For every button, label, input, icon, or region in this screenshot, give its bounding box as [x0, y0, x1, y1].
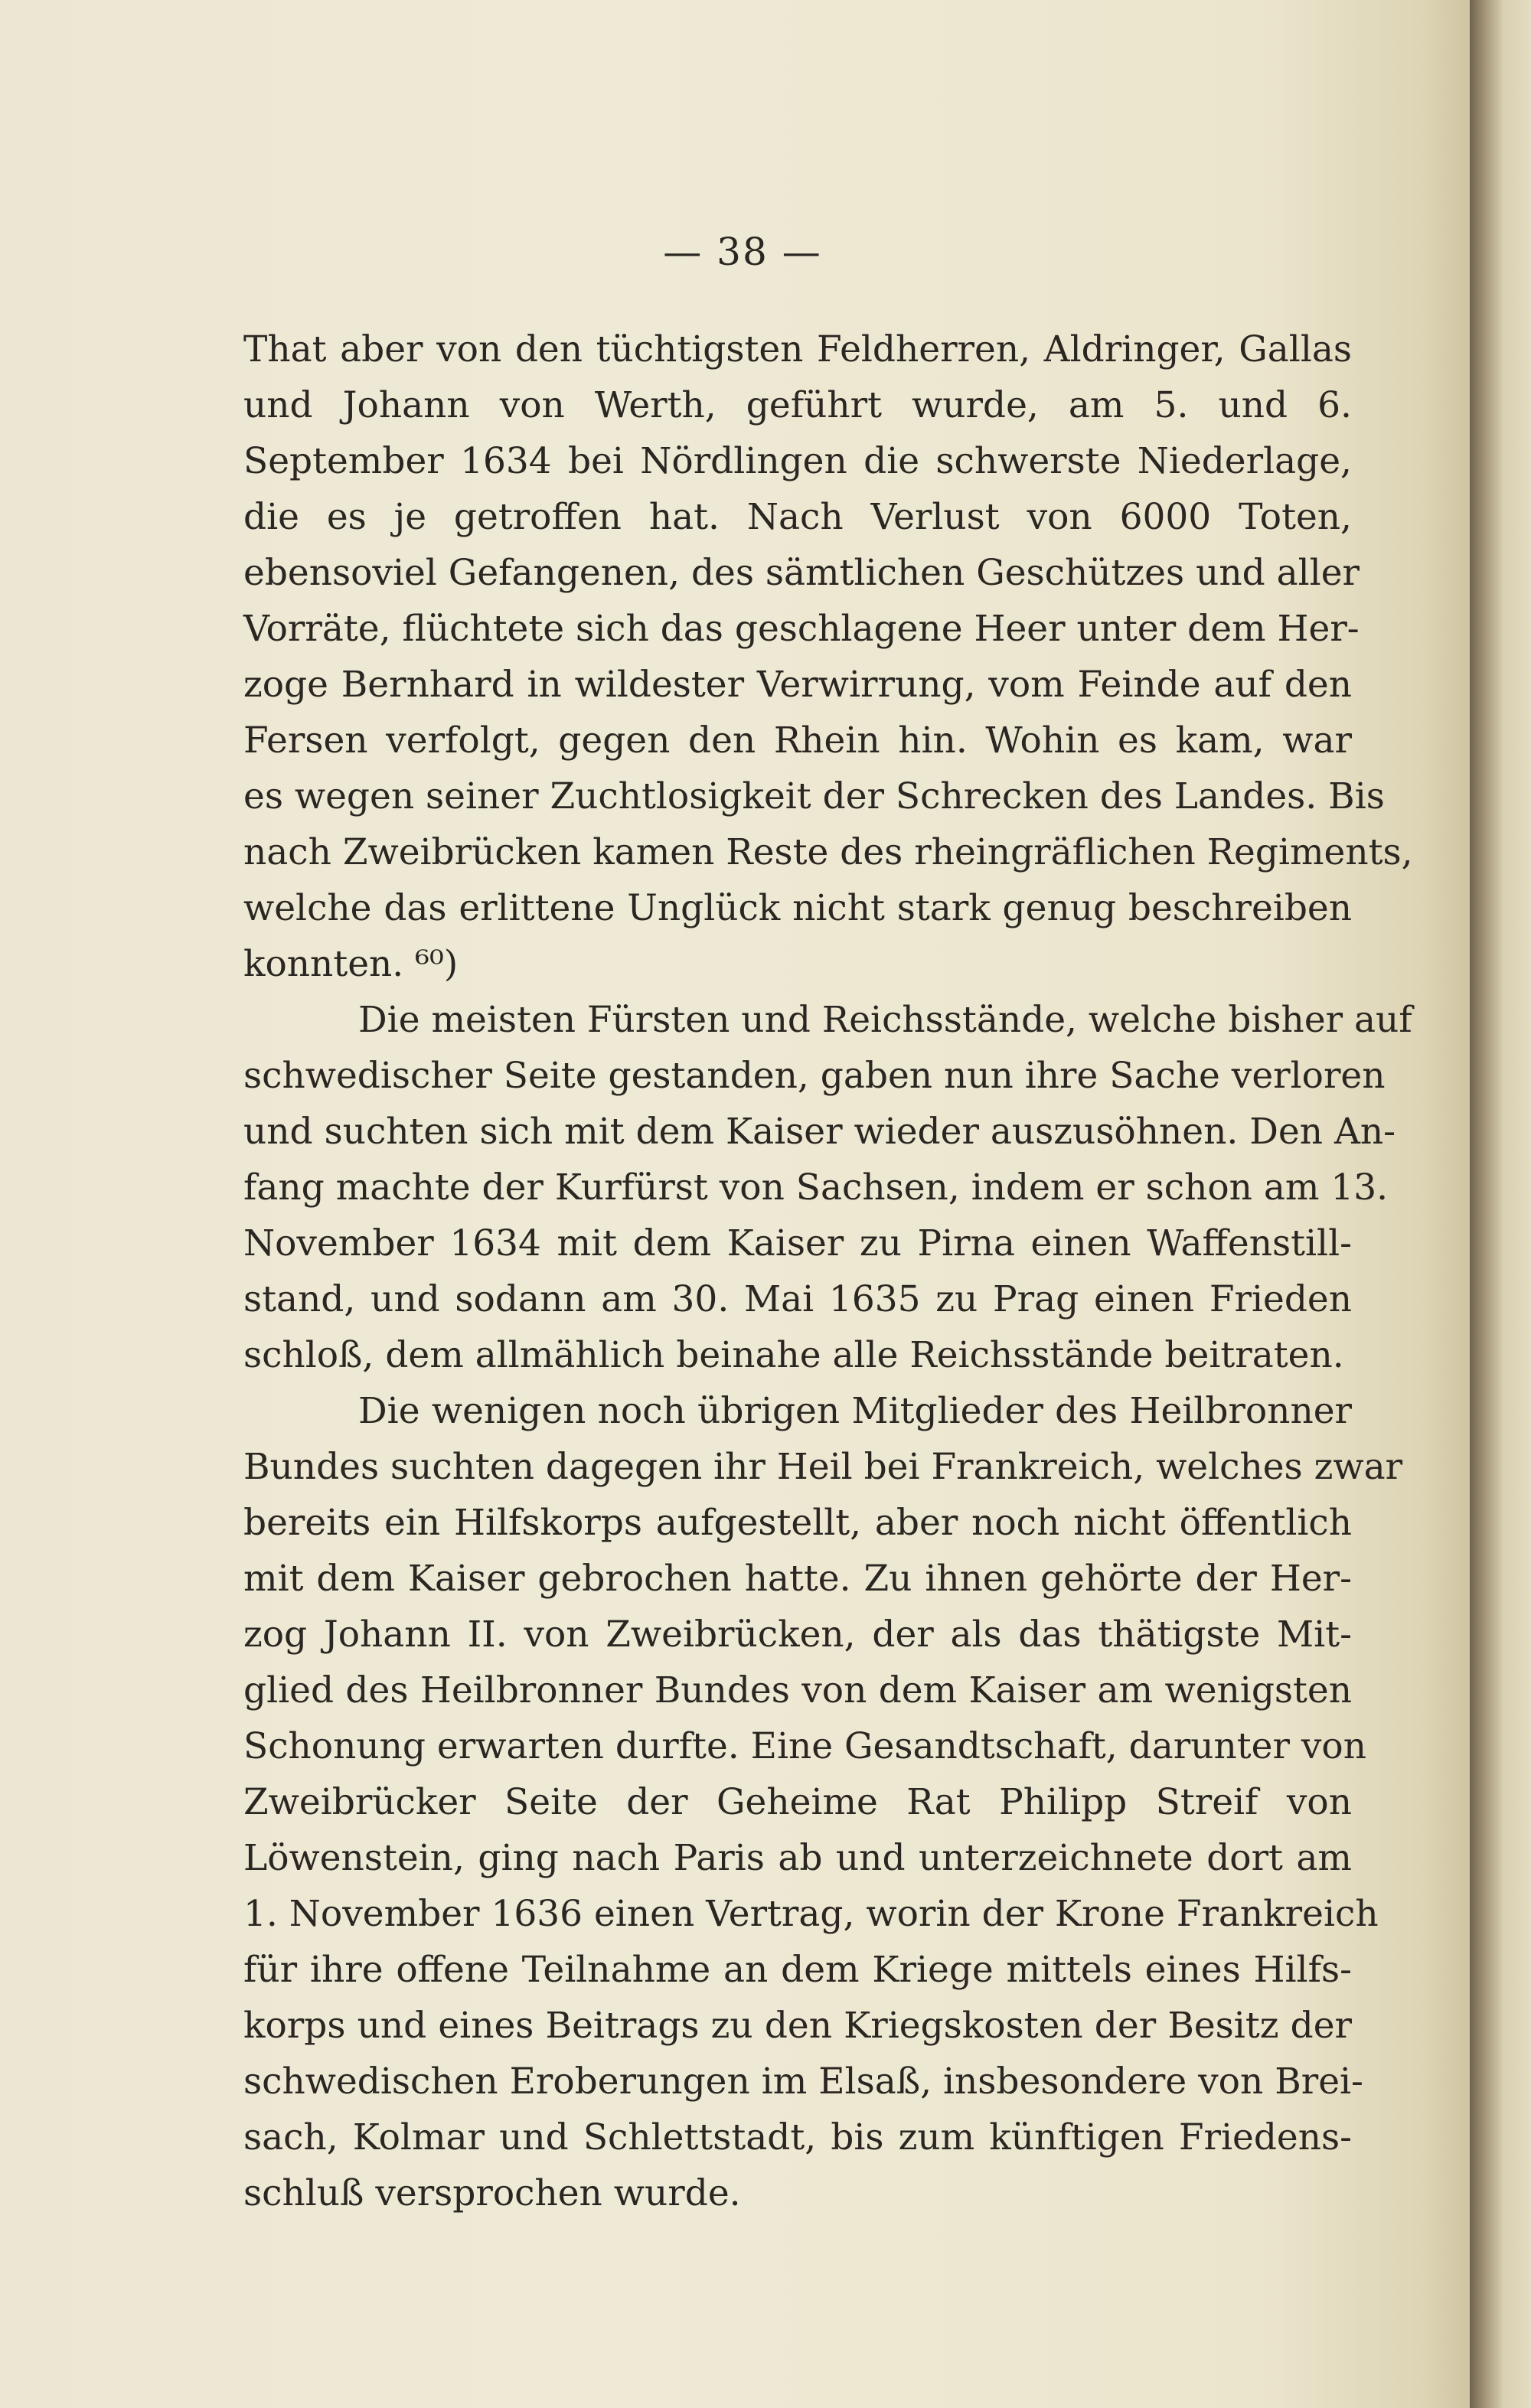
text-line: Fersen verfolgt, gegen den Rhein hin. Wohin es kam, war	[243, 719, 1352, 762]
text-line: nach Zweibrücken kamen Reste des rheingräflichen Regiments,	[243, 831, 1413, 873]
paragraph	[243, 321, 1413, 992]
paragraph	[243, 1383, 1403, 2221]
text-line: bereits ein Hilfskorps aufgestellt, aber noch nicht öffentlich	[243, 1502, 1352, 1544]
text-line: zog Johann II. von Zweibrücken, der als das thätigste Mit-	[243, 1613, 1352, 1656]
text-line: 1. November 1636 einen Vertrag, worin der Krone Frankreich	[243, 1893, 1379, 1935]
text-line: die es je getroffen hat. Nach Verlust von 6000 Toten,	[243, 496, 1352, 538]
text-line: konnten. ⁶⁰)	[243, 943, 459, 985]
text-line: stand, und sodann am 30. Mai 1635 zu Prag einen Frieden	[243, 1278, 1352, 1320]
page-edge-shadow	[1470, 0, 1531, 2408]
text-line: schloß, dem allmählich beinahe alle Reichsstände beitraten.	[243, 1334, 1344, 1376]
text-line: korps und eines Beitrags zu den Kriegskosten der Besitz der	[243, 2005, 1352, 2047]
text-line: November 1634 mit dem Kaiser zu Pirna einen Waffenstill-	[243, 1222, 1352, 1264]
text-line: es wegen seiner Zuchtlosigkeit der Schrecken des Landes. Bis	[243, 775, 1385, 817]
text-line: Vorräte, flüchtete sich das geschlagene Heer unter dem Her-	[243, 608, 1360, 650]
text-line: welche das erlittene Unglück nicht stark genug beschreiben	[243, 887, 1352, 929]
text-line: Die wenigen noch übrigen Mitglieder des Heilbronner	[358, 1390, 1352, 1432]
text-line: Zweibrücker Seite der Geheime Rat Philipp Streif von	[243, 1781, 1352, 1823]
text-line: Die meisten Fürsten und Reichsstände, welche bisher auf	[358, 999, 1412, 1041]
text-line: Bundes suchten dagegen ihr Heil bei Frankreich, welches zwar	[243, 1446, 1403, 1488]
text-line: schluß versprochen wurde.	[243, 2172, 741, 2214]
text-line: Löwenstein, ging nach Paris ab und unterzeichnete dort am	[243, 1837, 1352, 1879]
paragraph	[243, 992, 1412, 1383]
text-line: und Johann von Werth, geführt wurde, am 5. und 6.	[243, 384, 1352, 426]
text-line: zoge Bernhard in wildester Verwirrung, vom Feinde auf den	[243, 664, 1352, 706]
text-line: ebensoviel Gefangenen, des sämtlichen Geschützes und aller	[243, 552, 1360, 594]
text-line: für ihre offene Teilnahme an dem Kriege mittels eines Hilfs-	[243, 1949, 1352, 1991]
text-line: schwedischen Eroberungen im Elsaß, insbesondere von Brei-	[243, 2061, 1363, 2103]
text-line: Schonung erwarten durfte. Eine Gesandtschaft, darunter von	[243, 1725, 1366, 1767]
text-line: und suchten sich mit dem Kaiser wieder auszusöhnen. Den An-	[243, 1111, 1396, 1153]
text-line: glied des Heilbronner Bundes von dem Kaiser am wenigsten	[243, 1669, 1352, 1711]
text-line: sach, Kolmar und Schlettstadt, bis zum künftigen Friedens-	[243, 2116, 1352, 2158]
text-line: schwedischer Seite gestanden, gaben nun ihre Sache verloren	[243, 1055, 1386, 1097]
page-number: — 38 —	[663, 230, 822, 274]
text-line: September 1634 bei Nördlingen die schwerste Niederlage,	[243, 440, 1352, 482]
body-text	[243, 321, 1413, 2221]
text-line: fang machte der Kurfürst von Sachsen, indem er schon am 13.	[243, 1166, 1389, 1209]
text-line: That aber von den tüchtigsten Feldherren, Aldringer, Gallas	[243, 328, 1352, 370]
text-line: mit dem Kaiser gebrochen hatte. Zu ihnen gehörte der Her-	[243, 1558, 1352, 1600]
